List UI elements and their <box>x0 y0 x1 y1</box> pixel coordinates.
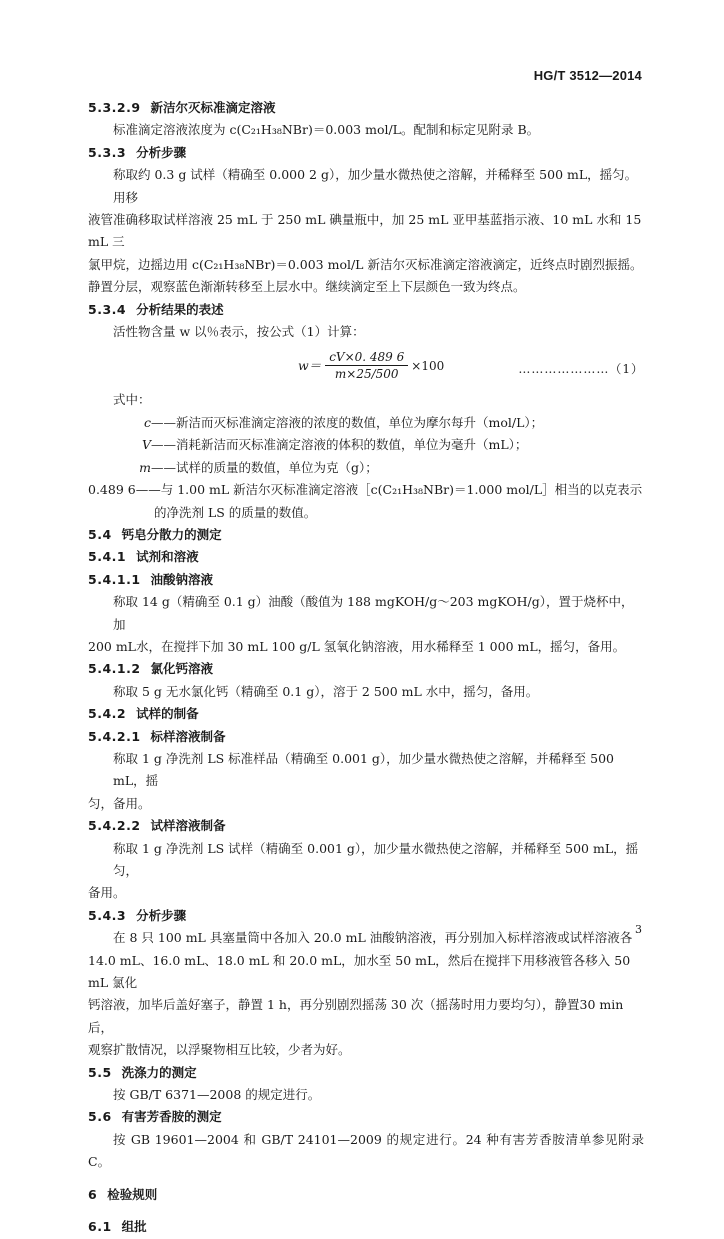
heading-5-4-2-2: 5.4.2.2 试样溶液制备 <box>88 818 226 834</box>
text-line: 在 8 只 100 mL 具塞量筒中各加入 20.0 mL 油酸钠溶液，再分别加入标样溶液或试样溶液各 <box>113 930 633 946</box>
heading-5-3-2-9: 5.3.2.9 新洁尔灭标准滴定溶液 <box>88 100 276 115</box>
text-line: 液管准确移取试样溶液 25 mL 于 250 mL 碘量瓶中，加 25 mL 亚甲基蓝指示液、10 mL 水和 15 mL 三 <box>88 212 642 250</box>
heading-5-4: 5.4 钙皂分散力的测定 <box>88 526 222 542</box>
heading-5-6: 5.6 有害芳香胺的测定 <box>88 1109 222 1125</box>
definition-constant-cont: 的净洗剂 LS 的质量的数值。 <box>154 504 317 520</box>
heading-5-4-1-2: 5.4.1.2 氯化钙溶液 <box>88 661 214 677</box>
equation-number: …………………（1） <box>518 362 644 377</box>
fraction <box>325 349 408 382</box>
page-number: 3 <box>635 923 642 936</box>
text-line: 200 mL水，在搅拌下加 30 mL 100 g/L 氢氧化钠溶液，用水稀释至 1 000 mL，摇匀，备用。 <box>88 638 626 654</box>
variable-definitions <box>118 412 644 479</box>
paragraph: 按 GB 19601—2004 和 GB/T 24101—2009 的规定进行。24 种有害芳香胺清单参见附录 C。 <box>88 1131 644 1170</box>
definition-c: c—— 新洁而灭标准滴定溶液的浓度的数值，单位为摩尔每升（mol/L）； <box>143 414 544 430</box>
text-line: 钙溶液，加毕后盖好塞子，静置 1 h，再分别剧烈摇荡 30 次（摇荡时用力要均匀），静置30 min后， <box>88 997 624 1035</box>
where-label: 式中： <box>113 392 151 408</box>
text-line: 匀，备用。 <box>88 795 151 811</box>
text-line: 氯甲烷，边摇边用 c(C₂₁H₃₈NBr)＝0.003 mol/L 新洁尔灭标准滴定溶液滴定，近终点时剧烈振摇。 <box>88 256 643 272</box>
heading-5-3-4: 5.3.4 分析结果的表述 <box>88 301 224 317</box>
paragraph: 按 GB/T 6371—2008 的规定进行。 <box>113 1087 321 1103</box>
text-line: 观察扩散情况，以浮聚物相互比较，少者为好。 <box>88 1042 351 1058</box>
heading-5-3-3: 5.3.3 分析步骤 <box>88 144 187 160</box>
text-line: 称取约 0.3 g 试样（精确至 0.000 2 g），加少量水微热使之溶解，并稀释至 500 mL，摇匀。用移 <box>113 167 638 205</box>
heading-6-1: 6.1 组批 <box>88 1219 147 1235</box>
standard-number: HG/T 3512—2014 <box>533 68 642 83</box>
heading-6: 6 检验规则 <box>88 1186 158 1202</box>
heading-5-4-1: 5.4.1 试剂和溶液 <box>88 549 199 565</box>
heading-5-4-1-1: 5.4.1.1 油酸钠溶液 <box>88 571 214 587</box>
definition-m: m—— 试样的质量的数值，单位为克（g）； <box>139 459 378 475</box>
paragraph: 标准滴定溶液浓度为 c(C₂₁H₃₈NBr)＝0.003 mol/L。配制和标定见附录 B。 <box>113 122 540 138</box>
definition-v: V—— 消耗新洁而灭标准滴定溶液的体积的数值，单位为毫升（mL）； <box>141 437 528 453</box>
heading-5-4-2-1: 5.4.2.1 标样溶液制备 <box>88 728 226 744</box>
numerator: cV×0. 489 6 <box>325 349 408 366</box>
text-line: 静置分层，观察蓝色渐渐转移至上层水中。继续滴定至上下层颜色一致为终点。 <box>88 279 526 295</box>
formula-1 <box>88 347 644 387</box>
definition-constant: 0.489 6—— 与 1.00 mL 新洁尔灭标准滴定溶液［c(C₂₁H₃₈NBr)＝1.000 mol/L］相当的以克表示 <box>88 482 643 498</box>
formula-lhs: w＝ <box>298 357 322 373</box>
formula-tail: ×100 <box>411 358 445 373</box>
text-line: 称取 14 g（精确至 0.1 g）油酸（酸值为 188 mgKOH/g～203 mgKOH/g），置于烧杯中，加 <box>113 594 634 632</box>
denominator: m×25/500 <box>334 367 399 382</box>
paragraph: 称取 5 g 无水氯化钙（精确至 0.1 g），溶于 2 500 mL 水中，摇匀，备用。 <box>113 683 539 699</box>
text-line: 备用。 <box>88 885 126 901</box>
text-line: 14.0 mL、16.0 mL、18.0 mL 和 20.0 mL，加水至 50 mL，然后在搅拌下用移液管各移入 50 mL 氯化 <box>88 952 631 991</box>
heading-5-4-3: 5.4.3 分析步骤 <box>88 907 187 923</box>
heading-5-4-2: 5.4.2 试样的制备 <box>88 706 199 722</box>
document-body <box>88 97 644 1239</box>
text-line: 活性物含量 w 以％表示，按公式（1）计算： <box>113 324 365 340</box>
heading-5-5: 5.5 洗涤力的测定 <box>88 1064 197 1080</box>
text-line: 称取 1 g 净洗剂 LS 试样（精确至 0.001 g），加少量水微热使之溶解，并稀释至 500 mL，摇匀， <box>113 840 639 878</box>
text-line: 称取 1 g 净洗剂 LS 标准样品（精确至 0.001 g），加少量水微热使之溶解，并稀释至 500 mL，摇 <box>113 750 615 789</box>
